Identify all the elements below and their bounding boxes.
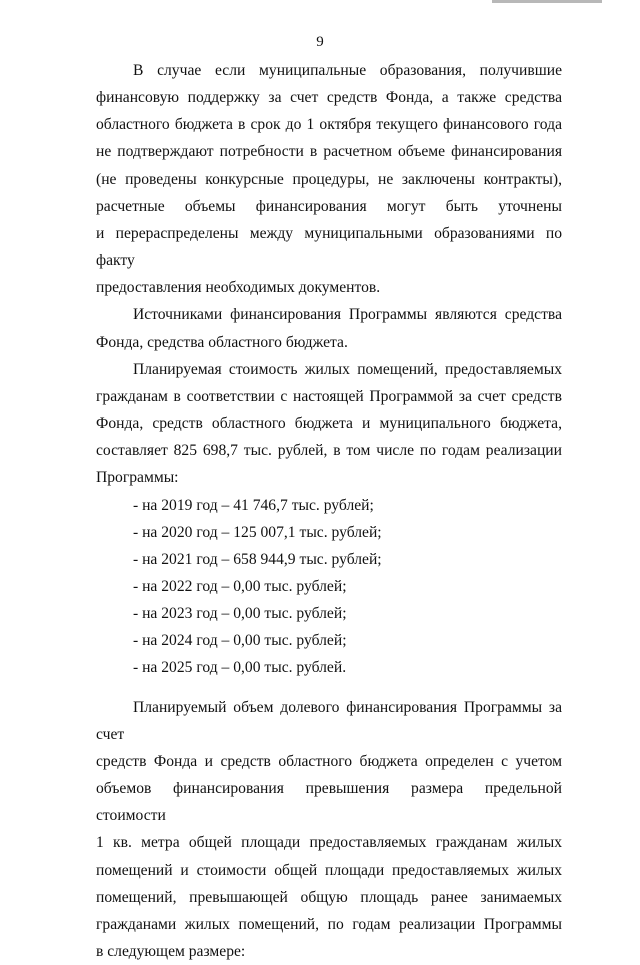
text-line: Фонда, средства областного бюджета. <box>96 333 348 351</box>
text-line: областного бюджета в срок до 1 октября текущего финансового года <box>96 116 562 134</box>
years-list <box>96 492 562 682</box>
paragraph-municipal-funding <box>96 57 562 301</box>
text-line: и перераспределены между муниципальными образованиями по факту <box>96 224 562 270</box>
list-item: - на 2021 год – 658 944,9 тыс. рублей; <box>133 550 382 568</box>
text-line: 1 кв. метра общей площади предоставляемых гражданам жилых <box>96 834 562 852</box>
text-line: не подтверждают потребности в расчетном объеме финансирования <box>96 143 562 161</box>
list-item: - на 2022 год – 0,00 тыс. рублей; <box>133 577 347 595</box>
text-line: гражданами жилых помещений, по годам реализации Программы <box>96 915 562 933</box>
list-item: - на 2023 год – 0,00 тыс. рублей; <box>133 605 347 623</box>
list-item: - на 2025 год – 0,00 тыс. рублей. <box>133 659 347 677</box>
text-line: помещений и стоимости общей площади предоставляемых жилых <box>96 861 562 879</box>
text-line: гражданам в соответствии с настоящей Программой за счет средств <box>96 387 562 405</box>
list-item: - на 2019 год – 41 746,7 тыс. рублей; <box>133 496 374 514</box>
list-item: - на 2024 год – 0,00 тыс. рублей; <box>133 632 347 650</box>
text-line: Фонда, средств областного бюджета и муниципального бюджета, <box>96 415 562 433</box>
text-line: составляет 825 698,7 тыс. рублей, в том числе по годам реализации <box>96 442 562 460</box>
paragraph-planned-cost <box>96 356 562 492</box>
paragraph-funding-sources <box>96 301 562 355</box>
text-line: финансовую поддержку за счет средств Фонда, а также средства <box>96 89 562 107</box>
document-body <box>96 57 562 965</box>
scan-edge-mark <box>492 0 602 3</box>
list-item: - на 2020 год – 125 007,1 тыс. рублей; <box>133 523 382 541</box>
text-line: в следующем размере: <box>96 943 246 960</box>
page-number: 9 <box>316 34 324 50</box>
text-line: (не проведены конкурсные процедуры, не заключены контракты), <box>96 170 562 188</box>
text-line: объемов финансирования превышения размера предельной стоимости <box>96 780 562 825</box>
text-line: Планируемая стоимость жилых помещений, предоставляемых <box>133 360 562 378</box>
text-line: В случае если муниципальные образования, получившие <box>133 62 562 79</box>
text-line: помещений, превышающей общую площадь ранее занимаемых <box>96 888 562 906</box>
text-line: Программы: <box>96 469 179 487</box>
paragraph-cofinancing <box>96 694 562 965</box>
text-line: расчетные объемы финансирования могут быть уточнены <box>96 197 562 215</box>
text-line: средств Фонда и средств областного бюджета определен с учетом <box>96 752 562 770</box>
text-line: Источниками финансирования Программы являются средства <box>133 306 562 324</box>
text-line: предоставления необходимых документов. <box>96 279 381 297</box>
text-line: Планируемый объем долевого финансирования Программы за счет <box>96 698 562 743</box>
